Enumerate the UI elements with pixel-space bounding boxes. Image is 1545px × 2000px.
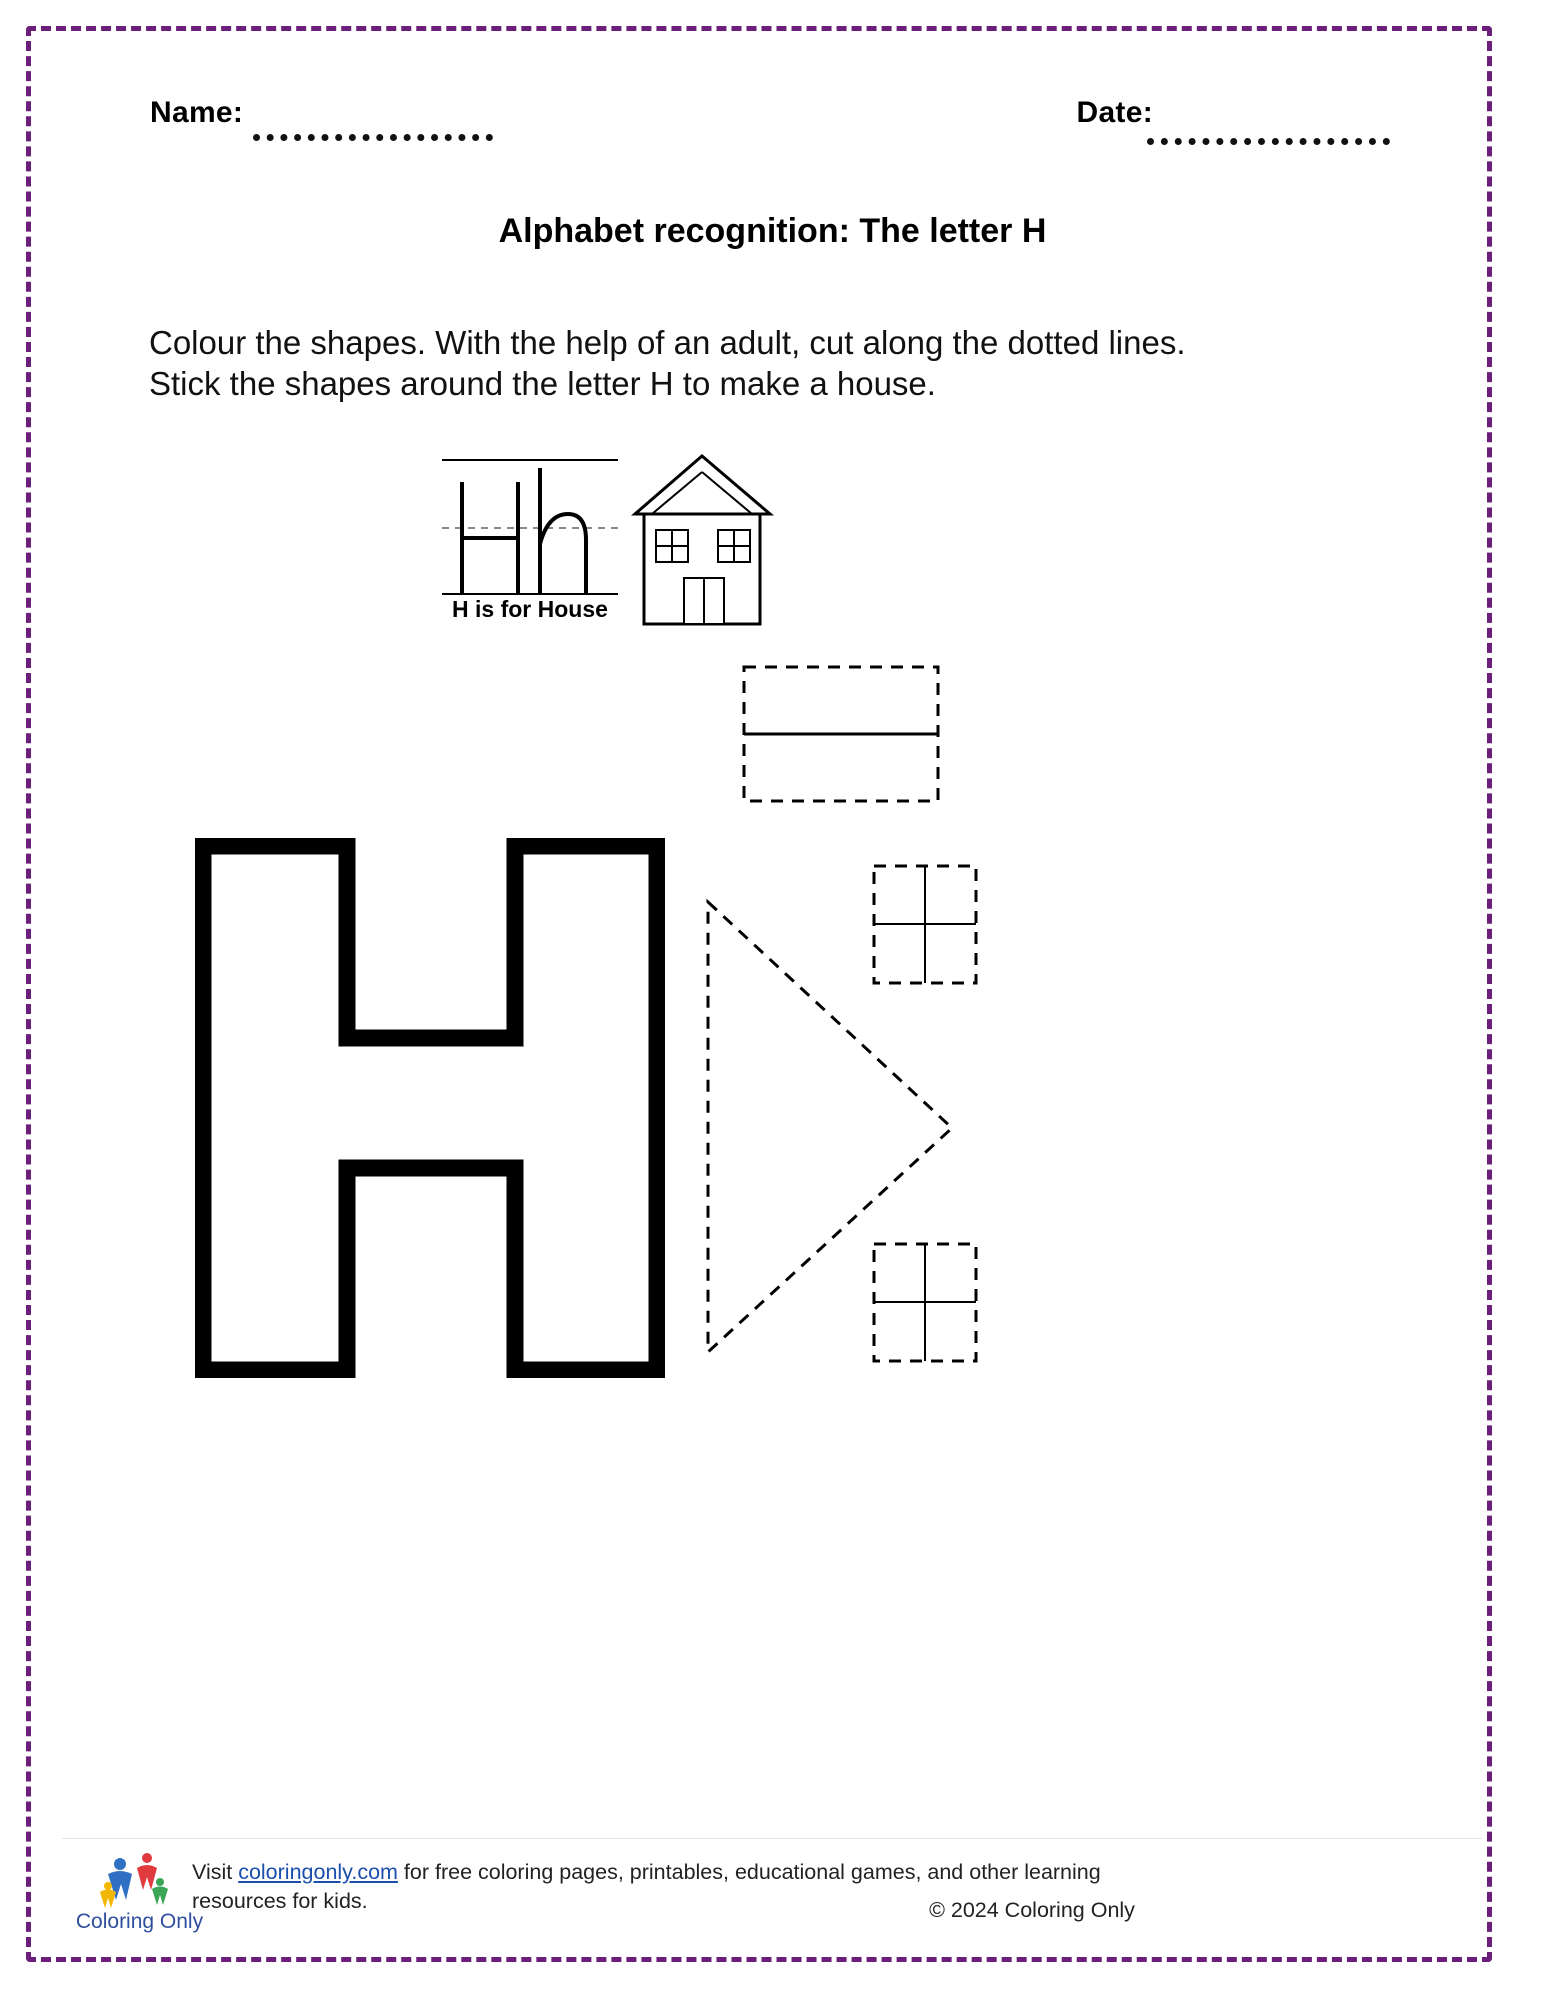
window-square-bottom <box>870 1240 980 1365</box>
logo-text: Coloring Only <box>75 1910 204 1933</box>
footer-visit-prefix: Visit <box>192 1860 239 1884</box>
copyright-text: © 2024 Coloring Only <box>929 1898 1135 1922</box>
big-letter-h-outline <box>195 838 665 1378</box>
footer-visit-suffix: for free coloring pages, printables, educational games, and other learning resources for kids. <box>192 1860 1101 1914</box>
name-input-line[interactable] <box>253 134 493 141</box>
trace-caption: H is for House <box>452 596 608 622</box>
coloringonly-link[interactable]: coloringonly.com <box>238 1860 398 1884</box>
instructions-text: Colour the shapes. With the help of an adult, cut along the dotted lines. Stick the shapes around the letter H to make a house. <box>149 324 1186 403</box>
date-input-line[interactable] <box>1147 138 1390 145</box>
page-title: Alphabet recognition: The letter H <box>498 212 1047 250</box>
date-label: Date: <box>1076 96 1153 129</box>
house-illustration <box>630 452 775 632</box>
footer <box>62 1840 1482 1950</box>
name-label: Name: <box>150 96 244 129</box>
rectangle-shape <box>741 664 941 804</box>
footer-divider <box>62 1838 1482 1839</box>
window-square-top <box>870 862 980 987</box>
name-date-row <box>150 96 1390 156</box>
